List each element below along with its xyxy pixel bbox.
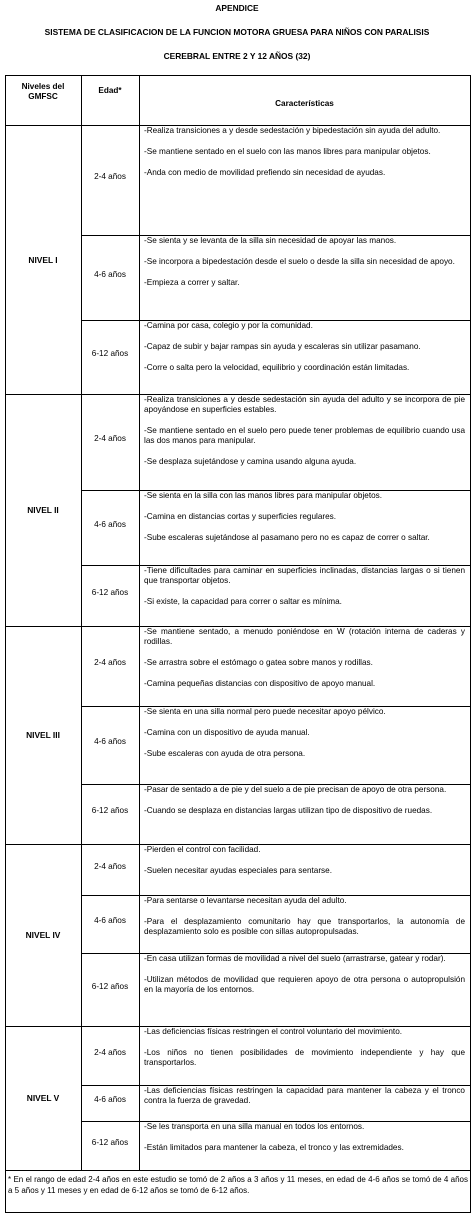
characteristic-item: -Se les transporta en una silla manual en todos los entornos. (144, 1122, 365, 1131)
age-range: 4-6 años (94, 916, 126, 925)
column-header-characteristics: Características (275, 99, 334, 108)
characteristic-item: -Se mantiene sentado en el suelo con las manos libres para manipular objetos. (144, 147, 431, 156)
characteristic-item: -Se incorpora a bipedestación desde el suelo o desde la silla sin necesidad de apoyo. (144, 257, 455, 266)
characteristic-item: -Si existe, la capacidad para correr o saltar es mínima. (144, 597, 342, 606)
characteristic-item: -Realiza transiciones a y desde sedestación sin ayuda del adulto y se incorpora de pie apoyándose en superficies estables. (144, 395, 465, 414)
characteristic-item: -Pierden el control con facilidad. (144, 845, 261, 854)
table-rule (81, 75, 82, 1171)
level-label: NIVEL V (26, 1093, 60, 1103)
characteristic-item: -Las deficiencias físicas restringen la capacidad para mantener la cabeza y el tronco contra la fuerza de gravedad. (144, 1086, 465, 1105)
characteristic-item: -Los niños no tienen posibilidades de movimiento independiente y hay que transportarlos. (144, 1048, 465, 1067)
characteristic-item: -Suelen necesitar ayudas especiales para sentarse. (144, 866, 332, 875)
characteristics-cell (144, 395, 465, 467)
characteristic-item: -Utilizan métodos de movilidad que requieren apoyo de otra persona o autopropulsión en la mayoría de los entornos. (144, 975, 465, 994)
age-range: 2-4 años (94, 1047, 126, 1057)
characteristics-cell (144, 126, 465, 178)
table-rule (139, 75, 140, 1171)
characteristic-item: -Camina con un dispositivo de ayuda manual. (144, 728, 310, 737)
characteristic-item: -Realiza transiciones a y desde sedestación y bipedestación sin ayuda del adulto. (144, 126, 441, 135)
characteristics-cell (144, 321, 465, 373)
appendix-heading: APENDICE (215, 3, 259, 13)
table-rule (5, 1212, 471, 1213)
characteristic-item: -Para sentarse o levantarse necesitan ayuda del adulto. (144, 896, 347, 905)
characteristic-item: -Camina en distancias cortas y superficies regulares. (144, 512, 337, 521)
column-header-levels: Niveles del GMFSC (21, 82, 65, 101)
characteristics-cell (144, 845, 465, 876)
characteristics-cell (144, 1122, 465, 1153)
characteristic-item: -Anda con medio de movilidad prefiendo sin necesidad de ayudas. (144, 168, 386, 177)
characteristics-cell (144, 954, 465, 995)
age-range: 6-12 años (91, 349, 129, 358)
characteristic-item: -Cuando se desplaza en distancias largas utilizan tipo de dispositivo de ruedas. (144, 806, 433, 815)
table-title-line1: SISTEMA DE CLASIFICACION DE LA FUNCION MOTORA GRUESA PARA NIÑOS CON PARALISIS (44, 27, 430, 37)
age-range: 6-12 años (91, 587, 129, 597)
column-header-age: Edad* (98, 86, 122, 95)
table-rule (5, 1170, 471, 1171)
characteristics-cell (144, 1027, 465, 1068)
characteristic-item: -Camina por casa, colegio y por la comunidad. (144, 321, 313, 330)
characteristic-item: -Se sienta en la silla con las manos libres para manipular objetos. (144, 491, 383, 500)
characteristics-cell (144, 236, 465, 288)
age-range: 4-6 años (94, 269, 126, 279)
age-range: 6-12 años (91, 1137, 129, 1147)
characteristic-item: -Se desplaza sujetándose y camina usando alguna ayuda. (144, 457, 357, 466)
characteristic-item: -En casa utilizan formas de movilidad a nivel del suelo (arrastrarse, gatear y rodar). (144, 954, 446, 963)
level-label: NIVEL II (27, 505, 59, 515)
age-range: 2-4 años (94, 434, 126, 443)
characteristic-item: -Camina pequeñas distancias con dispositivo de apoyo manual. (144, 679, 376, 688)
characteristic-item: -Tiene dificultades para caminar en superficies inclinadas, distancias largas o si tienen que transportar objetos. (144, 566, 465, 585)
table-rule (470, 75, 471, 1213)
table-rule (5, 75, 471, 76)
age-range: 4-6 años (94, 519, 126, 529)
table-title-line2: CEREBRAL ENTRE 2 Y 12 AÑOS (32) (163, 51, 311, 61)
characteristic-item: -Corre o salta pero la velocidad, equilibrio y coordinación están limitadas. (144, 363, 410, 372)
characteristic-item: -Están limitados para mantener la cabeza, el tronco y las extremidades. (144, 1143, 404, 1152)
age-range: 4-6 años (94, 737, 126, 746)
age-range: 6-12 años (91, 806, 129, 815)
age-range: 2-4 años (94, 172, 126, 181)
characteristics-cell (144, 785, 465, 816)
age-range: 2-4 años (94, 861, 126, 871)
characteristic-item: -Sube escaleras sujetándose al pasamano pero no es capaz de correr o saltar. (144, 533, 430, 542)
level-label: NIVEL I (28, 254, 58, 265)
characteristics-cell (144, 707, 465, 759)
age-range: 2-4 años (94, 658, 126, 667)
characteristic-item: -Se sienta en una silla normal pero puede necesitar apoyo pélvico. (144, 707, 386, 716)
characteristic-item: -Se sienta y se levanta de la silla sin necesidad de apoyar las manos. (144, 236, 397, 245)
characteristic-item: -Se mantiene sentado en el suelo pero puede tener problemas de equilibrio cuando usa las dos manos para manipular. (144, 426, 465, 445)
characteristic-item: -Capaz de subir y bajar rampas sin ayuda y escaleras sin utilizar pasamano. (144, 342, 421, 351)
characteristic-item: -Para el desplazamiento comunitario hay que transportarlos, la autonomía de desplazamiento solo es posible con sillas autopropulsadas. (144, 917, 465, 936)
table-rule (5, 75, 6, 1213)
characteristics-cell (144, 491, 465, 543)
characteristics-cell (144, 627, 465, 689)
characteristic-item: -Se mantiene sentado, a menudo poniéndose en W (rotación interna de caderas y rodillas. (144, 627, 465, 646)
characteristic-item: -Sube escaleras con ayuda de otra persona. (144, 749, 306, 758)
characteristic-item: -Las deficiencias físicas restringen el control voluntario del movimiento. (144, 1027, 403, 1036)
characteristics-cell (144, 896, 465, 937)
characteristic-item: -Se arrastra sobre el estómago o gatea sobre manos y rodillas. (144, 658, 373, 667)
level-label: NIVEL III (26, 730, 60, 740)
footnote: * En el rango de edad 2-4 años en este estudio se tomó de 2 años a 3 años y 11 meses, en edad de 4-6 años se tomó de 4 años a 5 años y 11 meses y en edad de 6-12 años se tomó de 6-12 años. (8, 1175, 468, 1195)
characteristic-item: -Empieza a correr y saltar. (144, 278, 240, 287)
age-range: 4-6 años (94, 1095, 126, 1104)
level-label: NIVEL IV (25, 930, 61, 940)
characteristics-cell (144, 1086, 465, 1106)
characteristics-cell (144, 566, 465, 607)
age-range: 6-12 años (91, 981, 129, 991)
characteristic-item: -Pasar de sentado a de pie y del suelo a de pie precisan de apoyo de otra persona. (144, 785, 447, 794)
